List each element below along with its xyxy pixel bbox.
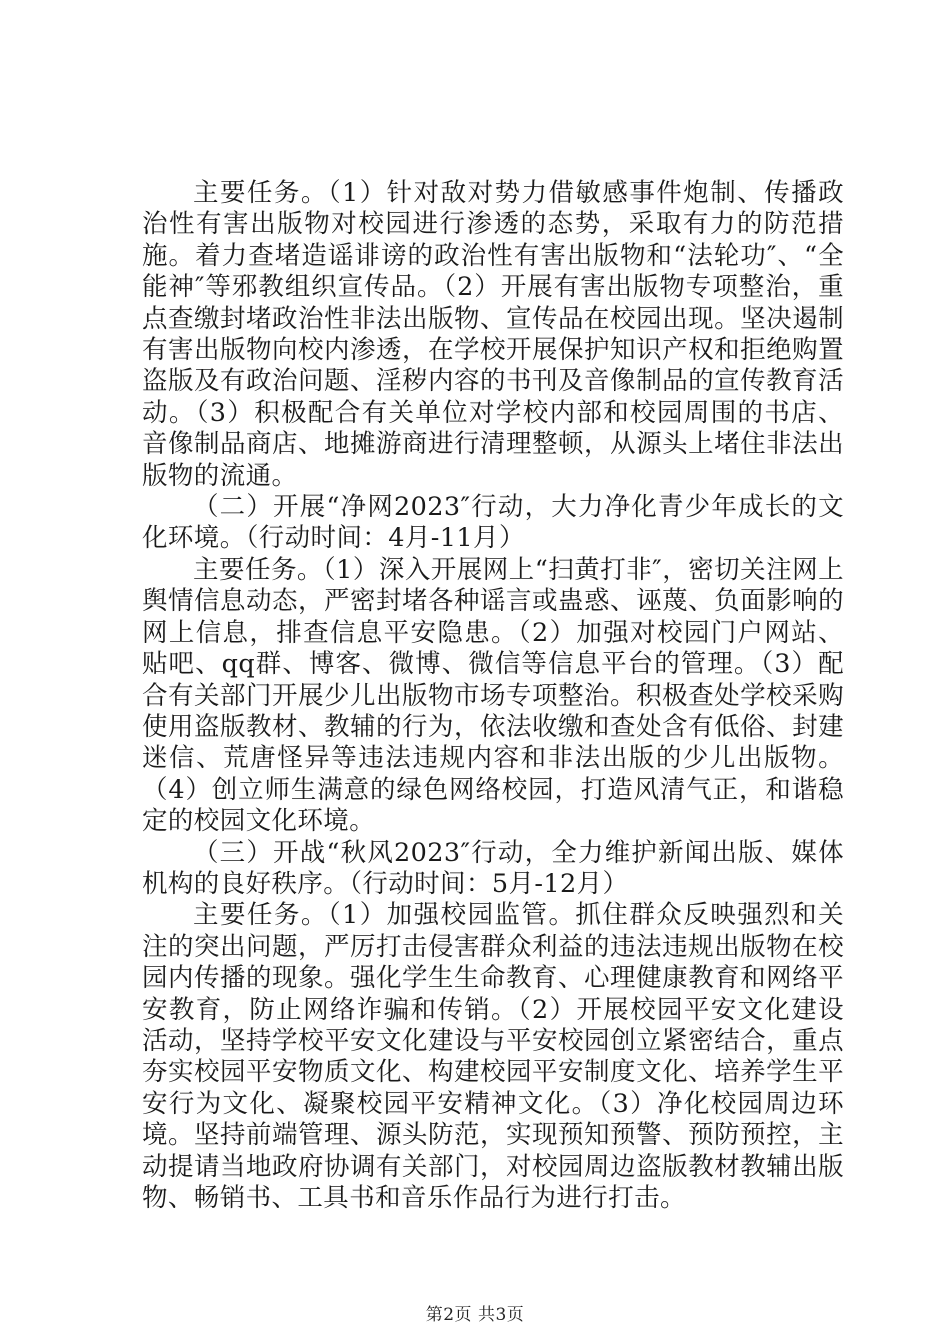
paragraph-main-tasks-2: 主要任务。（1）深入开展网上“扫黄打非″，密切关注网上舆情信息动态，严密封堵各种谣言或蛊惑、诬蔑、负面影响的网上信息，排查信息平安隐患。（2）加强对校园门户网站、贴吧、qq群、博客、微博、微信等信息平台的管理。（3）配合有关部门开展少儿出版物市场专项整治。积极查处学校采购使用盗版教材、教辅的行为，依法收缴和查处含有低俗、封建迷信、荒唐怪异等违法违规内容和非法出版的少儿出版物。（4）创立师生满意的绿色网络校园，打造风清气正，和谐稳定的校园文化环境。	[142, 554, 844, 837]
paragraph-main-tasks-3: 主要任务。（1）加强校园监管。抓住群众反映强烈和关注的突出问题，严厉打击侵害群众利益的违法违规出版物在校园内传播的现象。强化学生生命教育、心理健康教育和网络平安教育，防止网络诈骗和传销。（2）开展校园平安文化建设活动，坚持学校平安文化建设与平安校园创立紧密结合，重点夯实校园平安物质文化、构建校园平安制度文化、培养学生平安行为文化、凝聚校园平安精神文化。（3）净化校园周边环境。坚持前端管理、源头防范，实现预知预警、预防预控，主动提请当地政府协调有关部门，对校园周边盗版教材教辅出版物、畅销书、工具书和音乐作品行为进行打击。	[142, 900, 844, 1213]
section-heading-3: （三）开战“秋风2023″行动，全力维护新闻出版、媒体机构的良好秩序。（行动时间：5月-12月）	[142, 837, 844, 899]
section-heading-2: （二）开展“净网2023″行动，大力净化青少年成长的文化环境。（行动时间：4月-11月）	[142, 492, 844, 554]
page-number-footer: 第2页 共3页	[425, 1305, 525, 1325]
document-body	[142, 178, 844, 1214]
paragraph-main-tasks-1: 主要任务。（1）针对敌对势力借敏感事件炮制、传播政治性有害出版物对校园进行渗透的态势，采取有力的防范措施。着力查堵造谣诽谤的政治性有害出版物和“法轮功″、“全能神″等邪教组织宣传品。（2）开展有害出版物专项整治，重点查缴封堵政治性非法出版物、宣传品在校园出现。坚决遏制有害出版物向校内渗透，在学校开展保护知识产权和拒绝购置盗版及有政治问题、淫秽内容的书刊及音像制品的宣传教育活动。（3）积极配合有关单位对学校内部和校园周围的书店、音像制品商店、地摊游商进行清理整顿，从源头上堵住非法出版物的流通。	[142, 178, 844, 491]
